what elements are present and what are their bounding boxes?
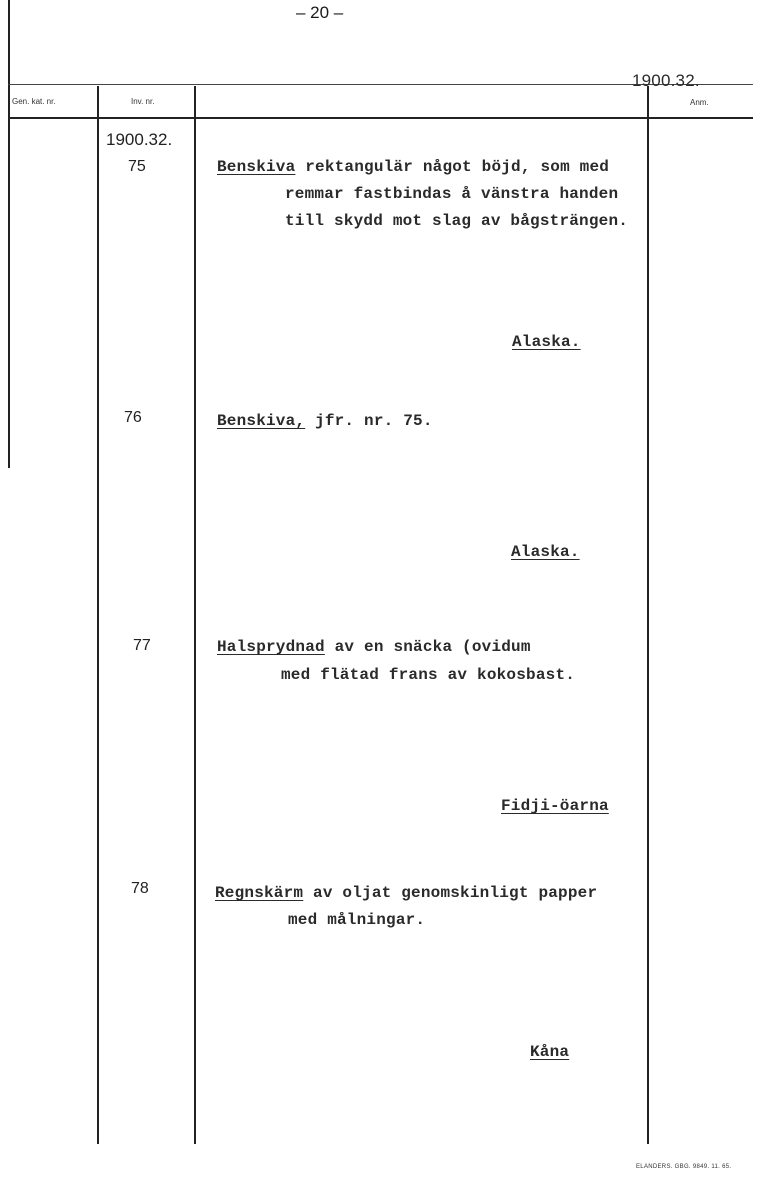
entry-first-line xyxy=(217,412,433,430)
top-reference-number: 1900.32. xyxy=(632,71,700,90)
entry-continuation-line: med målningar. xyxy=(288,911,426,929)
left-margin-line xyxy=(8,0,10,468)
entry-text: av oljat genomskinligt papper xyxy=(303,884,598,902)
entry-place: Alaska. xyxy=(511,543,580,561)
column-divider-inv-text xyxy=(194,86,196,1144)
column-divider-gen-inv xyxy=(97,86,99,1144)
entry-title: Benskiva, xyxy=(217,412,306,430)
entry-title: Regnskärm xyxy=(215,884,304,902)
entry-first-line xyxy=(217,638,531,656)
entry-text: rektangulär något böjd, som med xyxy=(295,158,610,176)
entry-place: Fidji-öarna xyxy=(501,797,609,815)
page-number: – 20 – xyxy=(296,3,344,22)
entry-continuation-line: remmar fastbindas å vänstra handen xyxy=(285,185,619,203)
inventory-number: 75 xyxy=(128,158,146,175)
entry-text: jfr. nr. 75. xyxy=(305,412,433,430)
entry-first-line xyxy=(217,158,609,176)
header-inv: Inv. nr. xyxy=(131,97,155,106)
header-bottom-line xyxy=(8,117,753,119)
entry-continuation-line: till skydd mot slag av bågsträngen. xyxy=(285,212,629,230)
inventory-number: 76 xyxy=(124,409,142,426)
entry-continuation-line: med flätad frans av kokosbast. xyxy=(281,666,576,684)
entry-title: Benskiva xyxy=(217,158,296,176)
inventory-number: 78 xyxy=(131,880,149,897)
entry-first-line xyxy=(215,884,597,902)
printer-mark: ELANDERS. GBG. 9849. 11. 65. xyxy=(636,1164,732,1170)
inventory-number: 77 xyxy=(133,637,151,654)
batch-number: 1900.32. xyxy=(106,130,173,149)
entry-place: Alaska. xyxy=(512,333,581,351)
header-gen-kat: Gen. kat. nr. xyxy=(12,97,56,106)
entry-title: Halsprydnad xyxy=(217,638,325,656)
entry-place: Kåna xyxy=(530,1043,570,1061)
column-divider-text-anm xyxy=(647,86,649,1144)
entry-text: av en snäcka (ovidum xyxy=(324,638,531,656)
header-anm: Anm. xyxy=(690,98,709,107)
